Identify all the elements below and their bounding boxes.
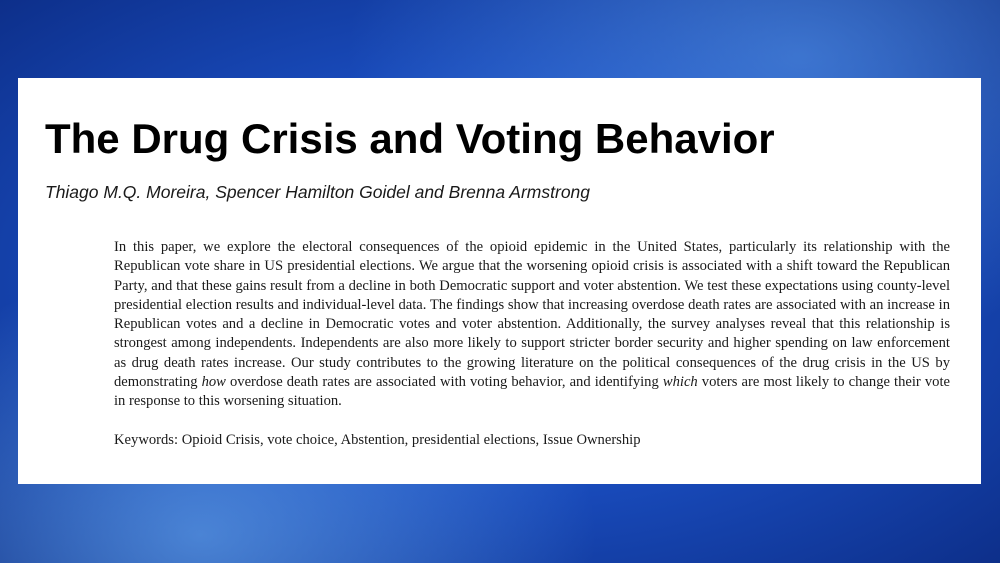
paper-card xyxy=(18,78,981,484)
abstract-emphasis-which: which xyxy=(662,374,698,391)
paper-keywords: Keywords: Opioid Crisis, vote choice, Abstention, presidential elections, Issue Ownership xyxy=(114,432,641,448)
paper-abstract xyxy=(114,238,950,412)
abstract-text-part-1: In this paper, we explore the electoral consequences of the opioid epidemic in the United States, particularly its relationship with the Republican vote share in US presidential elections. We argue that the worsening opioid crisis is associated with a shift toward the Republican Party, and that these gains result from a decline in both Democratic support and voter abstention. We test these expectations using county-level presidential election results and individual-level data. The findings show that increasing overdose death rates are associated with an increase in Republican votes and a decline in Democratic votes and voter abstention. Additionally, the survey analyses reveal that this relationship is strongest among independents. Independents are also more likely to support stricter border security and higher spending on law enforcement as drug death rates increase. Our study contributes to the growing literature on the political consequences of the drug crisis in the US by demonstrating xyxy=(114,239,950,391)
abstract-text-part-2: overdose death rates are associated with voting behavior, and identifying xyxy=(225,374,663,391)
paper-authors: Thiago M.Q. Moreira, Spencer Hamilton Goidel and Brenna Armstrong xyxy=(45,182,591,202)
abstract-emphasis-how: how xyxy=(201,374,226,391)
paper-title: The Drug Crisis and Voting Behavior xyxy=(45,115,775,162)
abstract-text-part-3: voters are most likely to change their vote in response to this worsening situation. xyxy=(114,374,950,410)
